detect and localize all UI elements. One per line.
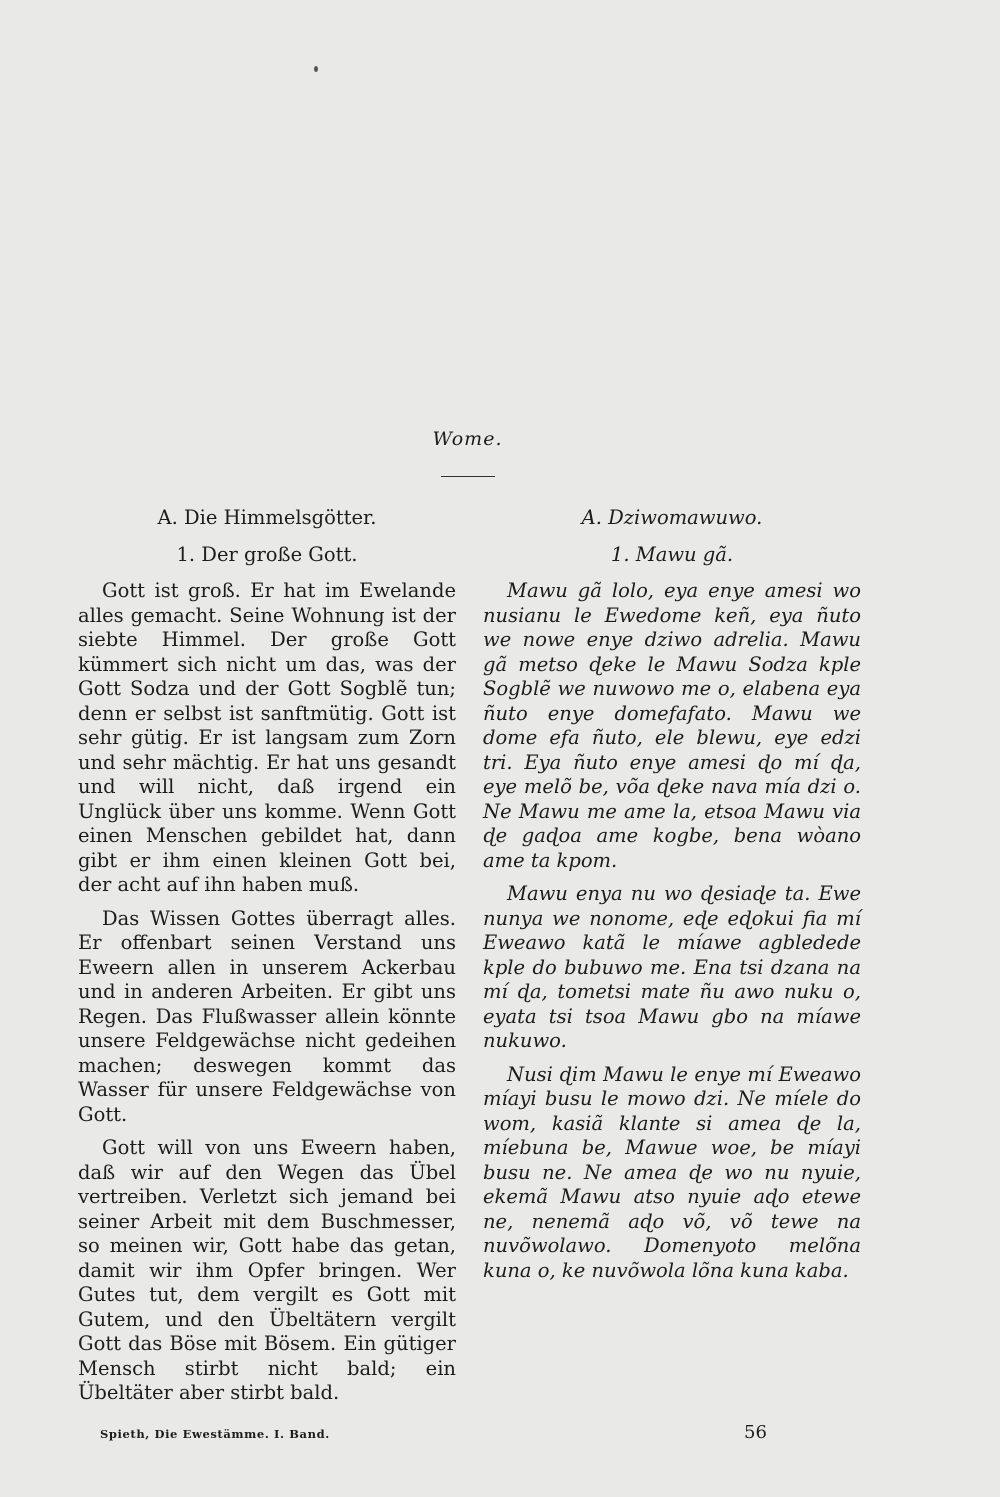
- page-title: Wome.: [432, 428, 503, 450]
- page-number: 56: [744, 1422, 767, 1443]
- paragraph-ewe-2: Mawu enya nu wo ɖesiaɖe ta. Ewe nunya we nonome, eɖe eɖokui fia mí Eweawo katã le míawe agbledede kple do bubuwo me. Ena tsi dzana na mí ɖa, tometsi mate ñu awo nuku o, eyata tsi tsoa Mawu gbo na míawe nukuwo.: [483, 882, 861, 1052]
- german-column: [78, 506, 456, 1415]
- footer-source: Spieth, Die Ewestämme. I. Band.: [100, 1427, 330, 1441]
- title-divider: [441, 476, 495, 477]
- ewe-column: [483, 506, 861, 1292]
- paragraph-german-1: Gott ist groß. Er hat im Ewelande alles gemacht. Seine Wohnung ist der siebte Himmel. Der große Gott kümmert sich nicht um das, was der Gott Sodza und der Gott Sogblẽ tun; denn er selbst ist sanftmütig. Gott ist sehr gütig. Er ist langsam zum Zorn und sehr mächtig. Er hat uns gesandt und will nicht, daß irgend ein Unglück über uns komme. Wenn Gott einen Menschen gebildet hat, dann gibt er ihm einen kleinen Gott bei, der acht auf ihn haben muß.: [78, 579, 456, 896]
- subsection-heading-german: 1. Der große Gott.: [176, 542, 358, 566]
- section-heading-ewe: A. Dziwomawuwo.: [581, 506, 763, 529]
- section-heading-german: A. Die Himmelsgötter.: [157, 506, 377, 529]
- print-speck: [314, 66, 318, 72]
- paragraph-german-2: Das Wissen Gottes überragt alles. Er offenbart seinen Verstand uns Eweern allen in unserem Ackerbau und in anderen Arbeiten. Er gibt uns Regen. Das Flußwasser allein könnte unsere Feldgewächse nicht gedeihen machen; deswegen kommt das Wasser für unsere Feldgewächse von Gott.: [78, 906, 456, 1126]
- paragraph-german-3: Gott will von uns Eweern haben, daß wir auf den Wegen das Übel vertreiben. Verletzt sich jemand bei seiner Arbeit mit dem Buschmesser, so meinen wir, Gott habe das getan, damit wir ihm Opfer bringen. Wer Gutes tut, dem vergilt es Gott mit Gutem, und den Übeltätern vergilt Gott das Böse mit Bösem. Ein gütiger Mensch stirbt nicht bald; ein Übeltäter aber stirbt bald.: [78, 1136, 456, 1404]
- paragraph-ewe-1: Mawu gã lolo, eya enye amesi wo nusianu le Ewedome keñ, eya ñuto we nowe enye dziwo adrelia. Mawu gã metso ɖeke le Mawu Sodza kple Sogblẽ we nuwowo me o, elabena eya ñuto enye domefafato. Mawu we dome efa ñuto, ele blewu, eye edzi tri. Eya ñuto enye amesi ɖo mí ɖa, eye melõ be, võa ɖeke nava mía dzi o. Ne Mawu me ame la, etsoa Mawu via ɖe gaɖoa ame kogbe, bena wòano ame ta kpom.: [483, 579, 861, 872]
- paragraph-ewe-3: Nusi ɖim Mawu le enye mí Eweawo míayi busu le mowo dzi. Ne míele do wom, kasiã klante si amea ɖe la, míebuna be, Mawue woe, be míayi busu ne. Ne amea ɖe wo nu nyuie, ekemã Mawu atso nyuie aɖo etewe ne, nenemã aɖo võ, võ tewe na nuvõwolawo. Domenyoto melõna kuna o, ke nuvõwola lõna kuna kaba.: [483, 1062, 861, 1282]
- subsection-heading-ewe: 1. Mawu gã.: [610, 542, 734, 566]
